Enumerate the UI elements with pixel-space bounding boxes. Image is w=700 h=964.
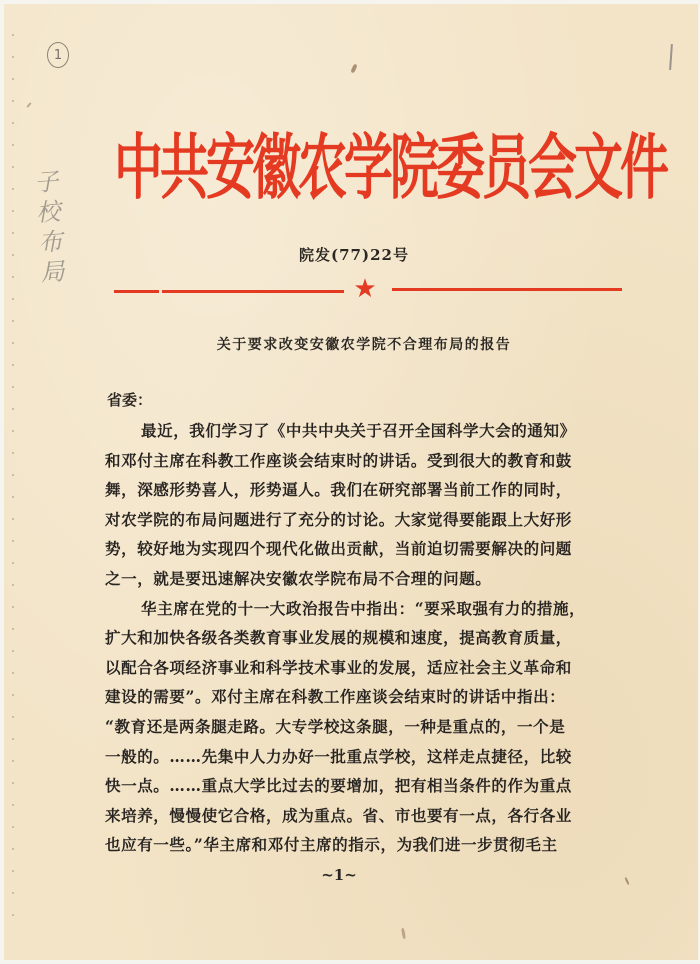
- body-line: 以配合各项经济事业和科学技术事业的发展，适应社会主义革命和: [105, 657, 572, 677]
- paper-speck: [624, 877, 629, 885]
- body-line: 之一，就是要迅速解决安徽农学院布局不合理的问题。: [105, 568, 492, 588]
- body-line: 势，较好地为实现四个现代化做出贡献，当前迫切需要解决的问题: [105, 539, 572, 559]
- handwritten-margin-note: 子校布局: [28, 168, 66, 291]
- body-line: 一般的。……先集中人力办好一批重点学校，这样走点捷径，比较: [105, 746, 572, 766]
- page-footer-number: ~1~: [321, 866, 357, 884]
- salutation: 省委：: [107, 391, 153, 409]
- paper-speck: [26, 102, 31, 108]
- document-number: 院发(77)22号: [299, 246, 409, 264]
- body-line: 最近，我们学习了《中共中央关于召开全国科学大会的通知》: [141, 421, 576, 440]
- divider-line-left: [162, 290, 344, 293]
- star-icon: ★: [353, 274, 377, 304]
- binding-holes: [12, 24, 14, 924]
- body-line: 也应有一些。”华主席和邓付主席的指示，为我们进一步贯彻毛主: [105, 835, 558, 855]
- pencil-mark: [669, 44, 672, 70]
- body-line: 来培养，慢慢使它合格，成为重点。省、市也要有一点，各行各业: [105, 805, 572, 825]
- divider-line-right: [392, 288, 622, 291]
- document-page: [4, 4, 698, 960]
- circled-page-number: 1: [47, 42, 69, 68]
- paper-speck: [401, 928, 406, 939]
- body-line: 舞，深感形势喜人，形势逼人。我们在研究部署当前工作的同时，: [105, 480, 572, 500]
- divider-line-left-short: [114, 290, 159, 293]
- body-line: 华主席在党的十一大政治报告中指出：“要采取强有力的措施，: [141, 598, 586, 618]
- body-line: 扩大和加快各级各类教育事业发展的规模和速度，提高教育质量，: [105, 628, 572, 648]
- report-title: 关于要求改变安徽农学院不合理布局的报告: [216, 337, 512, 353]
- body-line: 和邓付主席在科教工作座谈会结束时的讲话。受到很大的教育和鼓: [105, 450, 572, 470]
- report-body: [105, 416, 605, 860]
- body-line: “教育还是两条腿走路。大专学校这条腿，一种是重点的，一个是: [105, 716, 566, 736]
- body-line: 快一点。……重点大学比过去的要增加，把有相当条件的作为重点: [105, 776, 572, 796]
- document-header-title: 中共安徽农学院委员会文件: [114, 126, 667, 210]
- body-line: 建设的需要”。邓付主席在科教工作座谈会结束时的讲话中指出：: [105, 687, 566, 707]
- paper-speck: [350, 64, 357, 74]
- body-line: 对农学院的布局问题进行了充分的讨论。大家觉得要能跟上大好形: [105, 509, 572, 529]
